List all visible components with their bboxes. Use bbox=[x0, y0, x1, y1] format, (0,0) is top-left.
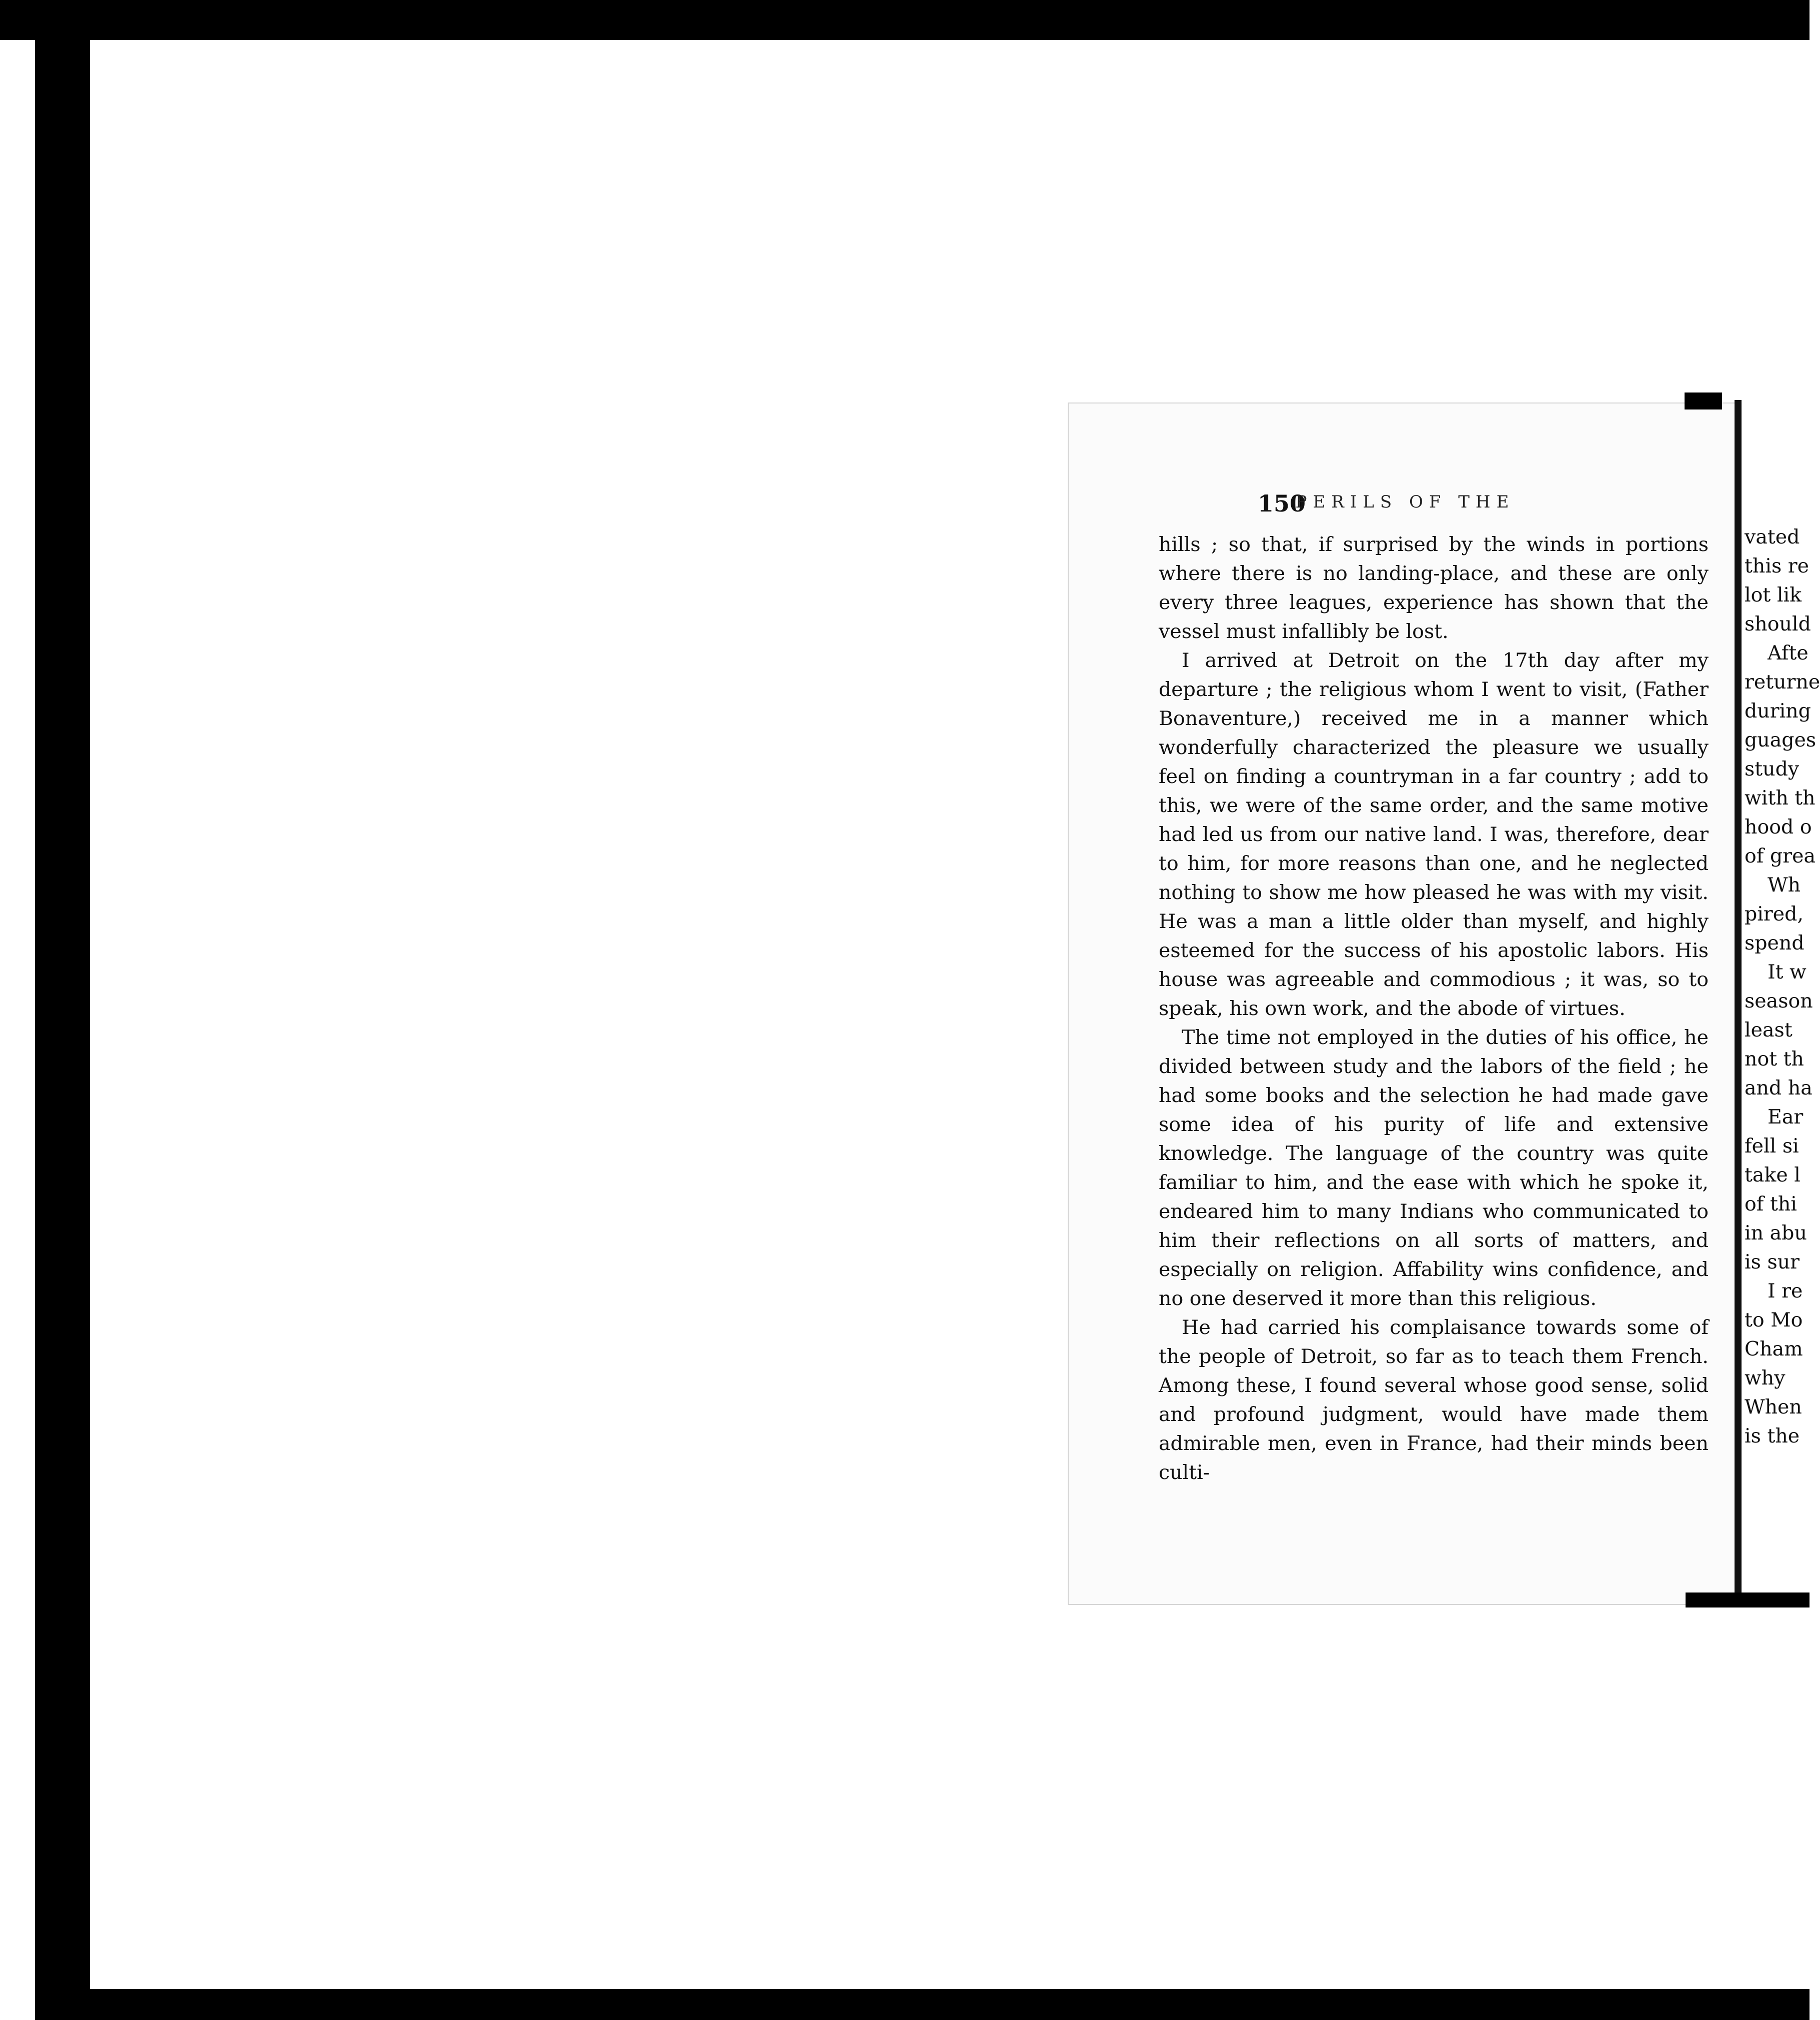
scan-frame-bottom bbox=[90, 1989, 1810, 2020]
facing-line: of thi bbox=[1745, 1192, 1797, 1216]
paragraph: The time not employed in the duties of his office, he divided between study and the labors of the field ; he had some books and the selection he had made gave some idea of his purity of life and extensive knowledge. The language of the country was quite familiar to him, and the ease with which he spoke it, endeared him to many Indians who communicated to him their reflections on all sorts of matters, and especially on religion. Affability wins confidence, and no one deserved it more than this religious. bbox=[1159, 1026, 1709, 1310]
paragraph-continuation: hills ; so that, if surprised by the winds in portions where there is no landing-place, and these are only every three leagues, experience has shown that the vessel must infallibly be lost. bbox=[1159, 533, 1709, 643]
facing-line: lot lik bbox=[1745, 584, 1802, 606]
facing-line: Cham bbox=[1745, 1338, 1803, 1360]
facing-line: is sur bbox=[1745, 1250, 1800, 1274]
facing-line: fell si bbox=[1745, 1134, 1799, 1158]
facing-line: vated bbox=[1745, 526, 1800, 548]
facing-page-text bbox=[1745, 522, 1820, 1472]
facing-line: returne bbox=[1745, 670, 1820, 694]
facing-line: this re bbox=[1745, 554, 1810, 578]
paragraph: I arrived at Detroit on the 17th day after my departure ; the religious whom I went to visit, (Father Bonaventure,) received me in a manner which wonderfully characterized the pleasure we usually feel on finding a countryman in a far country ; add to this, we were of the same order, and the same motive had led us from our native land. I was, therefore, dear to him, for more reasons than one, and he neglected nothing to show me how pleased he was with my visit. He was a man a little older than myself, and highly esteemed for the success of his apostolic labors. His house was agreeable and commodious ; it was, so to speak, his own work, and the abode of virtues. bbox=[1159, 649, 1709, 1020]
gutter-shadow-top bbox=[1685, 392, 1722, 410]
running-title: PERILS OF THE bbox=[1295, 492, 1515, 512]
facing-line: and ha bbox=[1745, 1076, 1813, 1100]
book-gutter bbox=[1735, 400, 1742, 1600]
facing-line: why bbox=[1745, 1366, 1786, 1390]
facing-line: Ear bbox=[1768, 1106, 1804, 1128]
page-header bbox=[1068, 490, 1743, 520]
facing-line: not th bbox=[1745, 1048, 1804, 1070]
facing-line: guages bbox=[1745, 728, 1817, 752]
scan-frame-left-strip bbox=[0, 40, 35, 2020]
facing-line: pired, bbox=[1745, 902, 1804, 926]
facing-line: should bbox=[1745, 612, 1811, 636]
facing-line: I re bbox=[1768, 1280, 1803, 1302]
facing-line: spend bbox=[1745, 932, 1805, 954]
facing-line: of grea bbox=[1745, 844, 1816, 868]
facing-line: is the bbox=[1745, 1424, 1800, 1448]
facing-line: to Mo bbox=[1745, 1308, 1803, 1332]
facing-line: with th bbox=[1745, 786, 1816, 810]
facing-line: When bbox=[1745, 1396, 1802, 1418]
gutter-shadow-bottom bbox=[1686, 1592, 1810, 1608]
page-number: 150 bbox=[1258, 490, 1306, 517]
facing-line: during bbox=[1745, 700, 1811, 722]
facing-line: season bbox=[1745, 990, 1813, 1012]
facing-line: hood o bbox=[1745, 816, 1812, 838]
facing-line: study bbox=[1745, 758, 1800, 780]
page-body bbox=[1159, 530, 1709, 1487]
facing-line: in abu bbox=[1745, 1222, 1807, 1244]
facing-line: take l bbox=[1745, 1164, 1801, 1186]
facing-line: Wh bbox=[1768, 874, 1801, 896]
facing-line: It w bbox=[1768, 960, 1807, 984]
facing-line: Afte bbox=[1768, 642, 1809, 664]
scan-frame-left-bar bbox=[35, 40, 90, 2020]
facing-line: least bbox=[1745, 1018, 1793, 1042]
paragraph: He had carried his complaisance towards some of the people of Detroit, so far as to teach them French. Among these, I found several whose good sense, solid and profound judgment, would have made them admirable men, even in France, had their minds been culti- bbox=[1159, 1316, 1709, 1484]
scan-frame-top bbox=[0, 0, 1810, 40]
